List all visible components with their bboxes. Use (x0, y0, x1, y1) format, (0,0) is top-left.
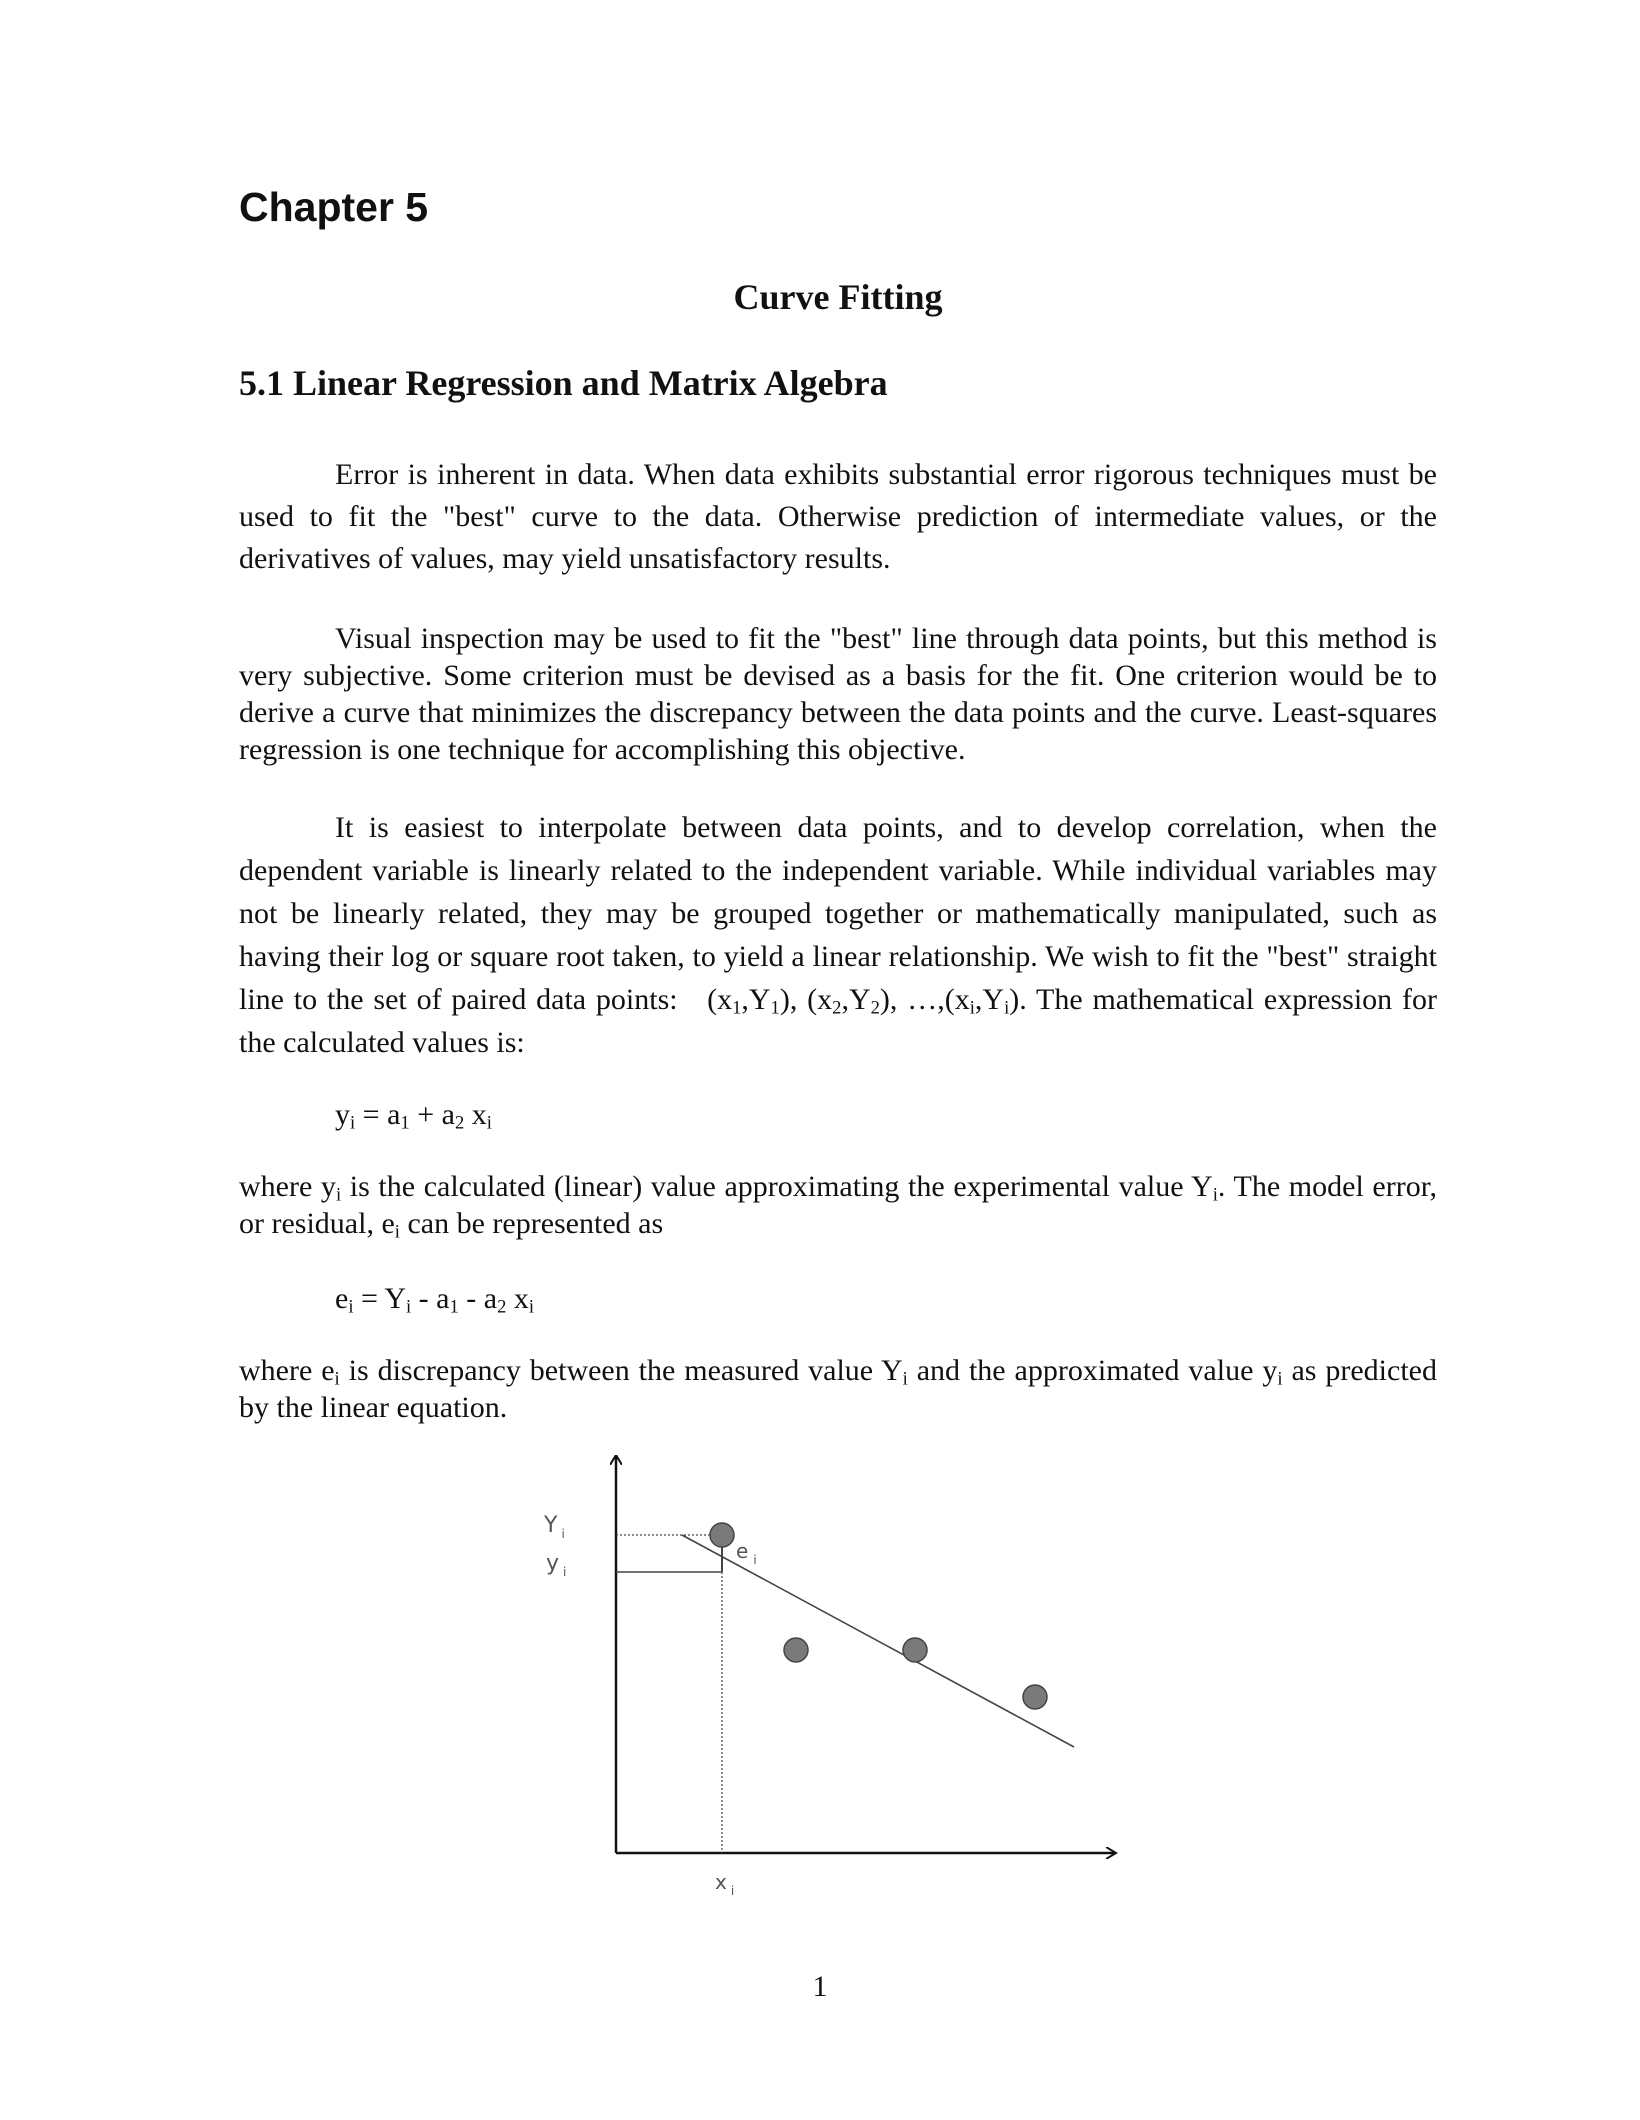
label-Yi: Y $_i$ (544, 1513, 565, 1541)
label-xi: x $_i$ (715, 1870, 735, 1898)
paragraph-discrepancy: where $e_i$ is discrepancy between the measured value $Y_i$ and the approximated value $y_i$ as predicted by the linear equation. (239, 1354, 1437, 1424)
paragraph-visual-inspection (239, 620, 1437, 768)
paragraph-text: Visual inspection may be used to fit the "best" line through data points, but this method is very subjective. Some criterion must be devised as a basis for the fit. One criterion would be to derive a curve that minimizes the discrepancy between the data points and the curve. Least-squares regression is one technique for accomplishing this objective. (239, 622, 1437, 766)
data-point (710, 1523, 734, 1547)
paragraph-text: It is easiest to interpolate between data points, and to develop correlation, when the dependent variable is linearly related to the independent variable. While individual variables may not be linearly related, they may be grouped together or mathematically manipulated, such as having their log or square root taken, to yield a linear relationship. We wish to fit the "best" straight line to the set of paired data points: (239, 811, 1437, 1016)
data-point (784, 1638, 808, 1662)
page-number: 1 (812, 1970, 828, 2003)
label-yi: y $_i$ (546, 1551, 567, 1579)
regression-line (682, 1535, 1074, 1747)
regression-diagram (520, 1455, 1140, 1925)
regression-diagram-svg (520, 1455, 1140, 1925)
label-ei: e $_i$ (736, 1539, 757, 1567)
data-point (903, 1638, 927, 1662)
paragraph-text: The mathematical expression for the calculated values is: (239, 983, 1437, 1059)
data-points-notation: $(x_1,Y_1)$, $(x_2,Y_2)$, $\dots,(x_i,Y_i)$. (707, 983, 1027, 1019)
section-heading: 5.1 Linear Regression and Matrix Algebra (239, 363, 888, 403)
paragraph-error-inherent (239, 454, 1437, 580)
equation-linear-model: $y_i = a_1 + a_2$ $x_i$ (335, 1098, 492, 1134)
chapter-title: Curve Fitting (733, 277, 943, 317)
paragraph-linear-relationship (239, 806, 1437, 1064)
paragraph-text: Error is inherent in data. When data exhibits substantial error rigorous techniques must be used to fit the "best" curve to the data. Otherwise prediction of intermediate values, or the derivatives of values, may yield unsatisfactory results. (239, 458, 1437, 575)
paragraph-calculated-value: where $y_i$ is the calculated (linear) value approximating the experimental value $Y_i$. The model error, or residual, $e_i$ can be represented as (239, 1170, 1438, 1243)
chapter-label: Chapter 5 (239, 184, 429, 230)
data-point (1023, 1685, 1047, 1709)
equation-residual: $e_i = Y_i - a_1 - a_2$ $x_i$ (335, 1282, 535, 1318)
